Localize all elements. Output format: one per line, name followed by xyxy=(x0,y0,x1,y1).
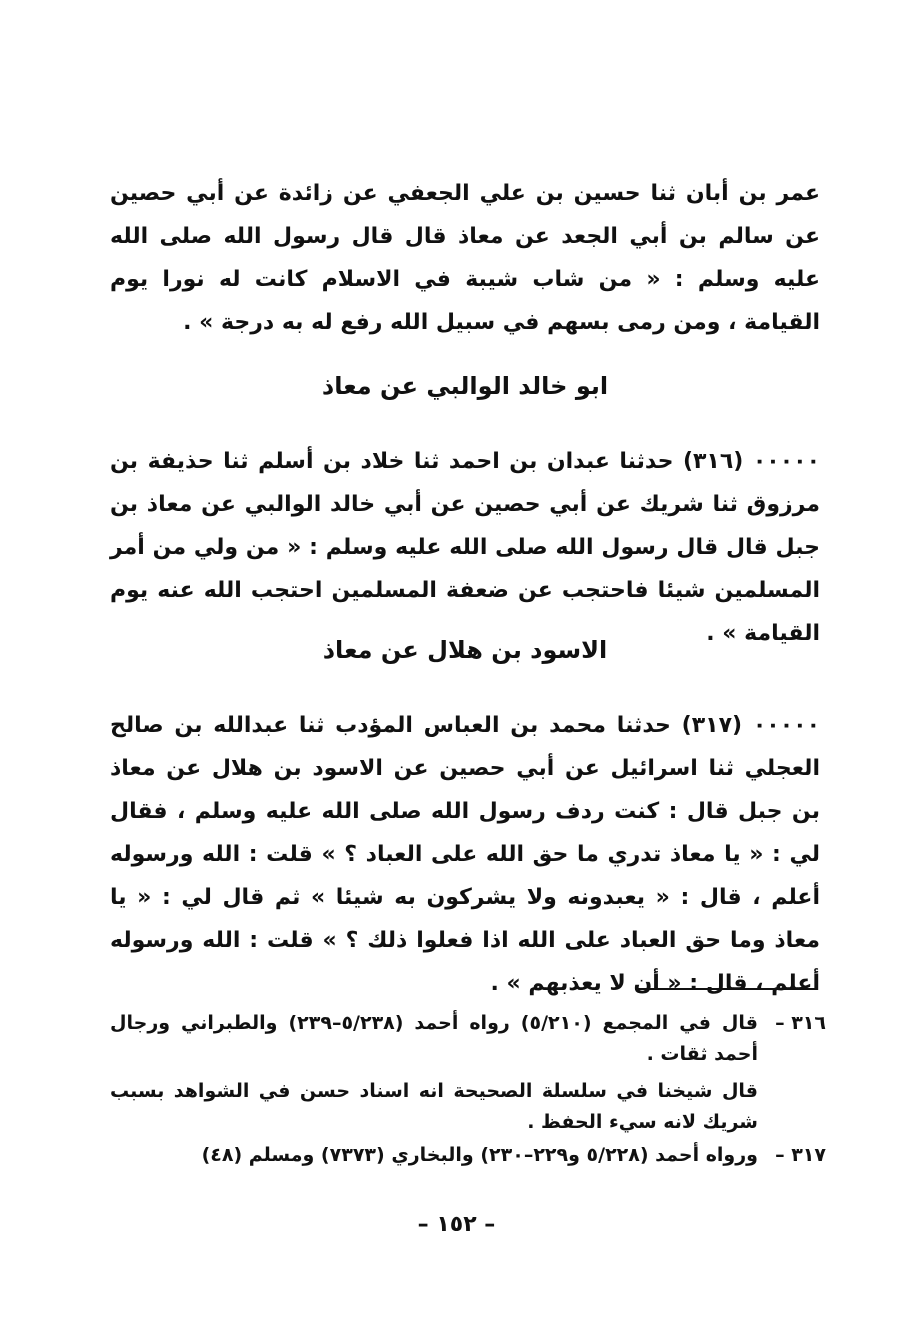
footnote-line: قال في المجمع (٥/٢١٠) رواه أحمد (٥/٢٣٨–٢٣٩) والطبراني ورجال أحمد ثقات . xyxy=(110,1012,758,1065)
footnote-316 xyxy=(110,1008,826,1138)
footnote-line: قال شيخنا في سلسلة الصحيحة انه اسناد حسن في الشواهد بسبب شريك لانه سيء الحفظ . xyxy=(110,1080,758,1133)
footnote-317 xyxy=(110,1140,826,1171)
continued-hadith-paragraph: عمر بن أبان ثنا حسين بن علي الجعفي عن زائدة عن أبي حصين عن سالم بن أبي الجعد عن معاذ قال قال رسول الله صلى الله عليه وسلم : « من شاب شيبة في الاسلام كانت له نورا يوم القيامة ، ومن رمى بسهم في سبيل الله رفع له به درجة » . xyxy=(110,181,820,335)
footnote-separator xyxy=(635,988,817,990)
section-heading-aswad: الاسود بن هلال عن معاذ xyxy=(322,636,608,664)
page-number: – ١٥٢ – xyxy=(417,1212,496,1237)
footnotes xyxy=(110,1008,826,1171)
footnote-number: ٣١٦ – xyxy=(775,1012,826,1034)
footnote-line: ورواه أحمد (٥/٢٢٨ و٢٢٩–٢٣٠) والبخاري (٧٣٧٣) ومسلم (٤٨) xyxy=(201,1144,758,1166)
footnote-number: ٣١٧ – xyxy=(775,1144,826,1166)
hadith-317-paragraph: ٠٠٠٠٠ (٣١٧) حدثنا محمد بن العباس المؤدب ثنا عبدالله بن صالح العجلي ثنا اسرائيل عن أبي حصين عن الاسود بن هلال عن معاذ بن جبل قال : كنت ردف رسول الله صلى الله عليه وسلم ، فقال لي : « يا معاذ تدري ما حق الله على العباد ؟ » قلت : الله ورسوله أعلم ، قال : « يعبدونه ولا يشركون به شيئا » ثم قال لي : « يا معاذ وما حق العباد على الله اذا فعلوا ذلك ؟ » قلت : الله ورسوله أعلم ، قال : « أن لا يعذبهم » . xyxy=(110,713,820,996)
section-heading-abu-khalid: ابو خالد الوالبي عن معاذ xyxy=(321,372,609,400)
hadith-316-paragraph: ٠٠٠٠٠ (٣١٦) حدثنا عبدان بن احمد ثنا خلاد بن أسلم ثنا حذيفة بن مرزوق ثنا شريك عن أبي حصين عن أبي خالد الوالبي عن معاذ بن جبل قال قال رسول الله صلى الله عليه وسلم : « من ولي من أمر المسلمين شيئا فاحتجب عن ضعفة المسلمين احتجب الله عنه يوم القيامة » . xyxy=(110,449,820,646)
footnote-body xyxy=(110,1140,758,1171)
footnote-body xyxy=(110,1008,758,1138)
